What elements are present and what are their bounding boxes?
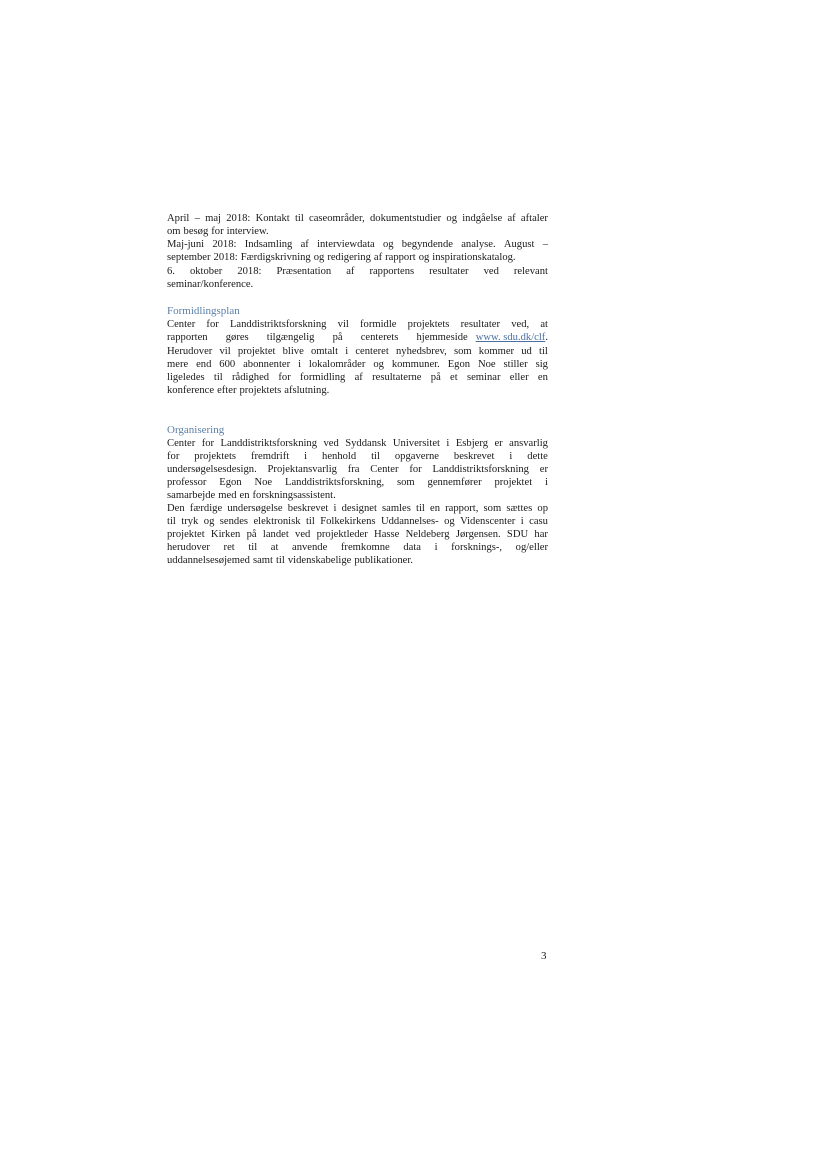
organisering-line: herudover ret til at anvende fremkomne data i forsknings-, og/eller	[167, 542, 548, 553]
page-number: 3	[541, 950, 547, 962]
formidling-line-text: rapporten gøres tilgængelig på centerets hjemmeside	[167, 332, 468, 343]
organisering-line: professor Egon Noe Landdistriktsforskning, som gennemfører projektet i	[167, 477, 548, 488]
organisering-line: projektet Kirken på landet ved projektleder Hasse Neldeberg Jørgensen. SDU har	[167, 529, 548, 540]
formidling-line: Center for Landdistriktsforskning vil formidle projektets resultater ved, at	[167, 319, 548, 330]
organisering-line: for projektets fremdrift i henhold til opgaverne beskrevet i dette	[167, 451, 548, 462]
timeline-line: seminar/konference.	[167, 279, 254, 290]
section-heading-organisering: Organisering	[167, 424, 225, 436]
organisering-line: Den færdige undersøgelse beskrevet i designet samles til en rapport, som sættes op	[167, 503, 548, 514]
organisering-line: undersøgelsesdesign. Projektansvarlig fra Center for Landdistriktsforskning er	[167, 464, 548, 475]
section-heading-formidlingsplan: Formidlingsplan	[167, 305, 240, 317]
organisering-line: til tryk og sendes elektronisk til Folkekirkens Uddannelses- og Videnscenter i casu	[167, 516, 548, 527]
organisering-line: Center for Landdistriktsforskning ved Syddansk Universitet i Esbjerg er ansvarlig	[167, 438, 548, 449]
timeline-line: April – maj 2018: Kontakt til caseområder, dokumentstudier og indgåelse af aftaler	[167, 213, 548, 224]
formidling-line: ligeledes til rådighed for formidling af resultaterne på et seminar eller en	[167, 372, 548, 383]
website-link[interactable]: www. sdu.dk/clf	[475, 332, 546, 343]
formidling-line: konference efter projektets afslutning.	[167, 385, 330, 396]
formidling-line: Herudover vil projektet blive omtalt i centeret nyhedsbrev, som kommer ud til	[167, 346, 548, 357]
timeline-line: september 2018: Færdigskrivning og redigering af rapport og inspirationskatalog.	[167, 252, 516, 263]
timeline-line: om besøg for interview.	[167, 226, 269, 237]
organisering-line: uddannelsesøjemed samt til videnskabelige publikationer.	[167, 555, 413, 566]
link-trailing-punctuation: .	[545, 332, 548, 343]
organisering-line: samarbejde med en forskningsassistent.	[167, 490, 336, 501]
formidling-line: mere end 600 abonnenter i lokalområder og kommuner. Egon Noe stiller sig	[167, 359, 548, 370]
timeline-line: 6. oktober 2018: Præsentation af rapportens resultater ved relevant	[167, 266, 548, 277]
formidling-line-with-link	[167, 331, 548, 344]
timeline-line: Maj-juni 2018: Indsamling af interviewdata og begyndende analyse. August –	[167, 239, 548, 250]
